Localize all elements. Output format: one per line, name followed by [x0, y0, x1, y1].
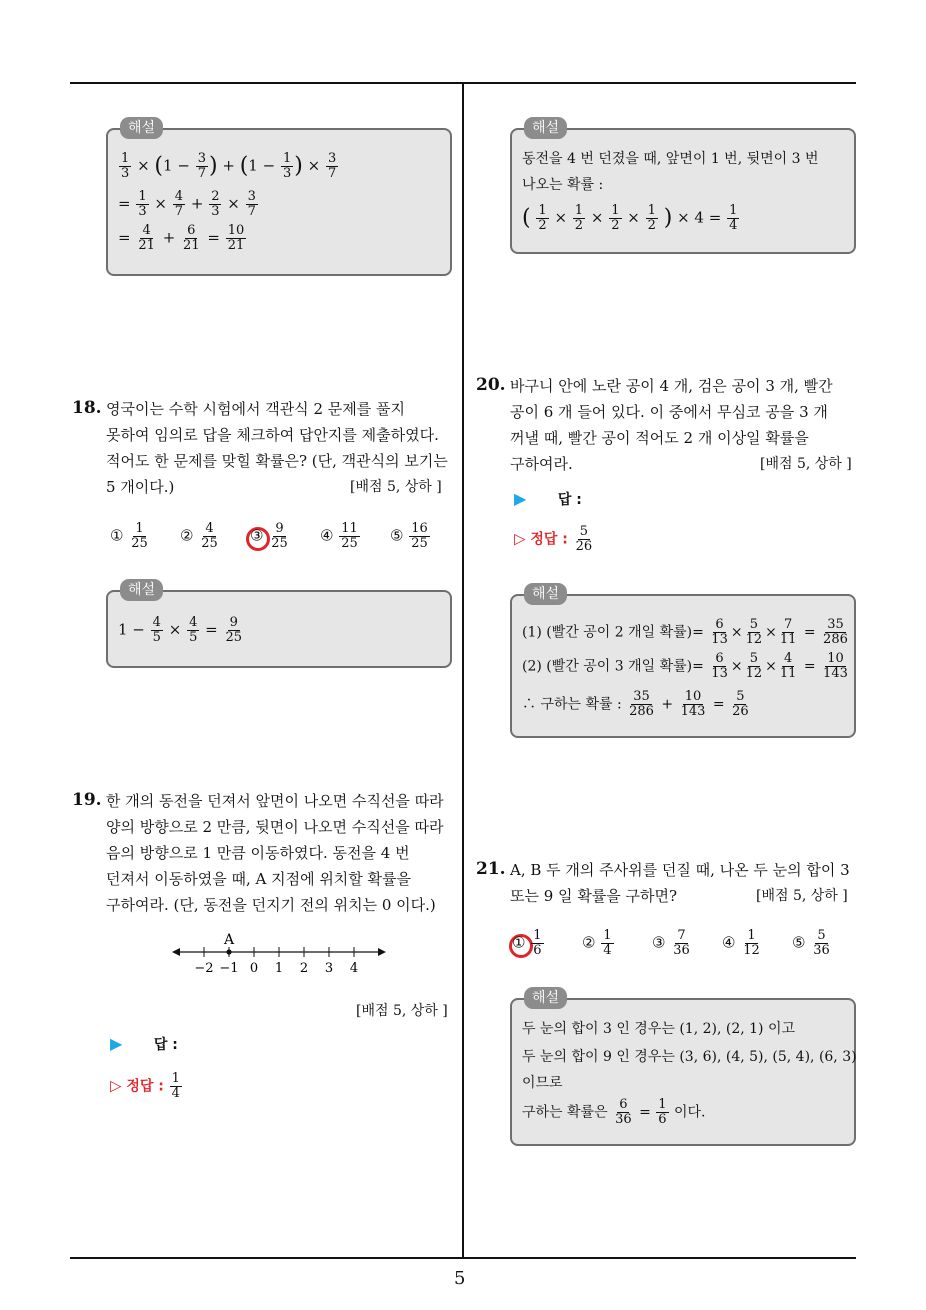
point-a: [226, 949, 231, 954]
tick-label: 4: [349, 961, 359, 976]
solution-box-17: [106, 120, 452, 276]
choice-2[interactable]: ② $\frac{1}{4}$: [582, 928, 612, 958]
question-text: 구하여라.: [510, 455, 573, 473]
question-text: 영국이는 수학 시험에서 객관식 2 문제를 풀지: [106, 400, 405, 418]
solution-tag: 해설: [120, 117, 163, 139]
answer-label: 답 :: [557, 492, 582, 508]
answer-row: [110, 1033, 178, 1056]
solution-box-21: [510, 990, 857, 1146]
question-text: 바구니 안에 노란 공이 4 개, 검은 공이 3 개, 빨간: [510, 377, 833, 395]
tick-label: 2: [299, 961, 309, 976]
triangle-outline-icon: ▷: [110, 1076, 122, 1095]
solution-line: = $\frac{4}{21}$ + $\frac{6}{21}$ = $\frac{10}{21}$: [118, 223, 245, 253]
score-label: [배점 5, 상하 ]: [356, 1003, 448, 1019]
triangle-filled-icon: ▶: [110, 1034, 123, 1053]
answer-label: 답 :: [153, 1037, 178, 1053]
solution-box-20: [510, 586, 856, 738]
solution-line: 두 눈의 합이 9 인 경우는 (3, 6), (4, 5), (5, 4), (6, 3): [522, 1049, 857, 1065]
correct-answer-row: ▷ 정답 : $\frac{5}{26}$: [514, 524, 593, 554]
solution-box-19: [510, 120, 856, 254]
tick-label: −1: [219, 961, 239, 976]
score-label: [배점 5, 상하 ]: [350, 479, 442, 495]
solution-line: ( $\frac{1}{2}$ × $\frac{1}{2}$ × $\frac{1}{2}$ × $\frac{1}{2}$ ) × 4 = $\frac{1}{4}$: [522, 203, 738, 233]
tick-label: −2: [194, 961, 214, 976]
choice-3[interactable]: ③ $\frac{7}{36}$: [652, 928, 690, 958]
question-text: A, B 두 개의 주사위를 던질 때, 나온 두 눈의 합이 3: [510, 861, 850, 879]
point-a-label: A: [223, 932, 235, 948]
question-text: 못하여 임의로 답을 체크하여 답안지를 제출하였다.: [106, 426, 439, 444]
page-number: 5: [454, 1268, 466, 1289]
question-text: 던져서 이동하였을 때, A 지점에 위치할 확률을: [106, 870, 412, 888]
score-label: [배점 5, 상하 ]: [760, 456, 852, 472]
solution-box-18: [106, 582, 452, 668]
solution-line: (1) (빨간 공이 2 개일 확률)= $\frac{6}{13}$ × $\frac{5}{12}$ × $\frac{7}{11}$ = $\frac{35}{286}$: [522, 617, 848, 647]
question-text: 적어도 한 문제를 맞힐 확률은? (단, 객관식의 보기는: [106, 452, 448, 470]
solution-tag: 해설: [120, 579, 163, 601]
correct-answer-row: ▷ 정답 : $\frac{1}{4}$: [110, 1071, 180, 1101]
tick-label: 1: [274, 961, 284, 976]
solution-line: 1 − $\frac{4}{5}$ × $\frac{4}{5}$ = $\frac{9}{25}$: [118, 615, 243, 645]
correct-label: 정답 :: [530, 531, 568, 548]
solution-line: = $\frac{1}{3}$ × $\frac{4}{7}$ + $\frac{2}{3}$ × $\frac{3}{7}$: [118, 189, 256, 219]
choice-3[interactable]: ③ $\frac{9}{25}$: [250, 521, 288, 551]
tick-label: 3: [324, 961, 334, 976]
question-text: 음의 방향으로 1 만큼 이동하였다. 동전을 4 번: [106, 844, 410, 862]
choice-1[interactable]: ① $\frac{1}{6}$: [512, 928, 542, 958]
correct-label: 정답 :: [126, 1078, 164, 1095]
question-text: 꺼낼 때, 빨간 공이 적어도 2 개 이상일 확률을: [510, 429, 809, 447]
choice-5[interactable]: ⑤ $\frac{5}{36}$: [792, 928, 830, 958]
question-text: 구하여라. (단, 동전을 던지기 전의 위치는 0 이다.): [106, 896, 436, 914]
solution-line: 구하는 확률은 $\frac{6}{36}$ = $\frac{1}{6}$ 이다.: [522, 1097, 706, 1127]
solution-line: 나오는 확률 :: [522, 177, 604, 193]
score-label: [배점 5, 상하 ]: [756, 888, 848, 904]
solution-line: 동전을 4 번 던졌을 때, 앞면이 1 번, 뒷면이 3 번: [522, 151, 819, 167]
choice-2[interactable]: ② $\frac{4}{25}$: [180, 521, 218, 551]
column-divider: [462, 82, 464, 1258]
tick-label: 0: [249, 961, 259, 976]
question-text: 공이 6 개 들어 있다. 이 중에서 무심코 공을 3 개: [510, 403, 828, 421]
question-number-19: 19.: [72, 790, 102, 810]
solution-line: 두 눈의 합이 3 인 경우는 (1, 2), (2, 1) 이고: [522, 1021, 795, 1037]
choice-4[interactable]: ④ $\frac{11}{25}$: [320, 521, 358, 551]
solution-tag: 해설: [524, 117, 567, 139]
triangle-outline-icon: ▷: [514, 529, 526, 548]
solution-tag: 해설: [524, 583, 567, 605]
solution-tag: 해설: [524, 987, 567, 1009]
solution-line: ∴ 구하는 확률 : $\frac{35}{286}$ + $\frac{10}{143}$ = $\frac{5}{26}$: [522, 689, 749, 719]
triangle-filled-icon: ▶: [514, 489, 527, 508]
solution-line: 이므로: [522, 1075, 563, 1091]
choice-5[interactable]: ⑤ $\frac{16}{25}$: [390, 521, 428, 551]
number-line: [170, 926, 390, 978]
question-text: 양의 방향으로 2 만큼, 뒷면이 나오면 수직선을 따라: [106, 818, 444, 836]
question-text: 한 개의 동전을 던져서 앞면이 나오면 수직선을 따라: [106, 792, 444, 810]
choice-4[interactable]: ④ $\frac{1}{12}$: [722, 928, 760, 958]
question-number-18: 18.: [72, 398, 102, 418]
answer-row: [514, 488, 582, 511]
question-text: 또는 9 일 확률을 구하면?: [510, 887, 678, 905]
question-number-21: 21.: [476, 859, 506, 879]
bottom-rule: [70, 1257, 856, 1259]
solution-line: $\frac{1}{3}$ × (1 − $\frac{3}{7}$ ) + (1 − $\frac{1}{3}$ ) × $\frac{3}{7}$: [121, 151, 337, 181]
question-text: 5 개이다.): [106, 478, 175, 496]
question-number-20: 20.: [476, 375, 506, 395]
solution-line: (2) (빨간 공이 3 개일 확률)= $\frac{6}{13}$ × $\frac{5}{12}$ × $\frac{4}{11}$ = $\frac{10}{143}$: [522, 651, 848, 681]
choice-1[interactable]: ① $\frac{1}{25}$: [110, 521, 148, 551]
